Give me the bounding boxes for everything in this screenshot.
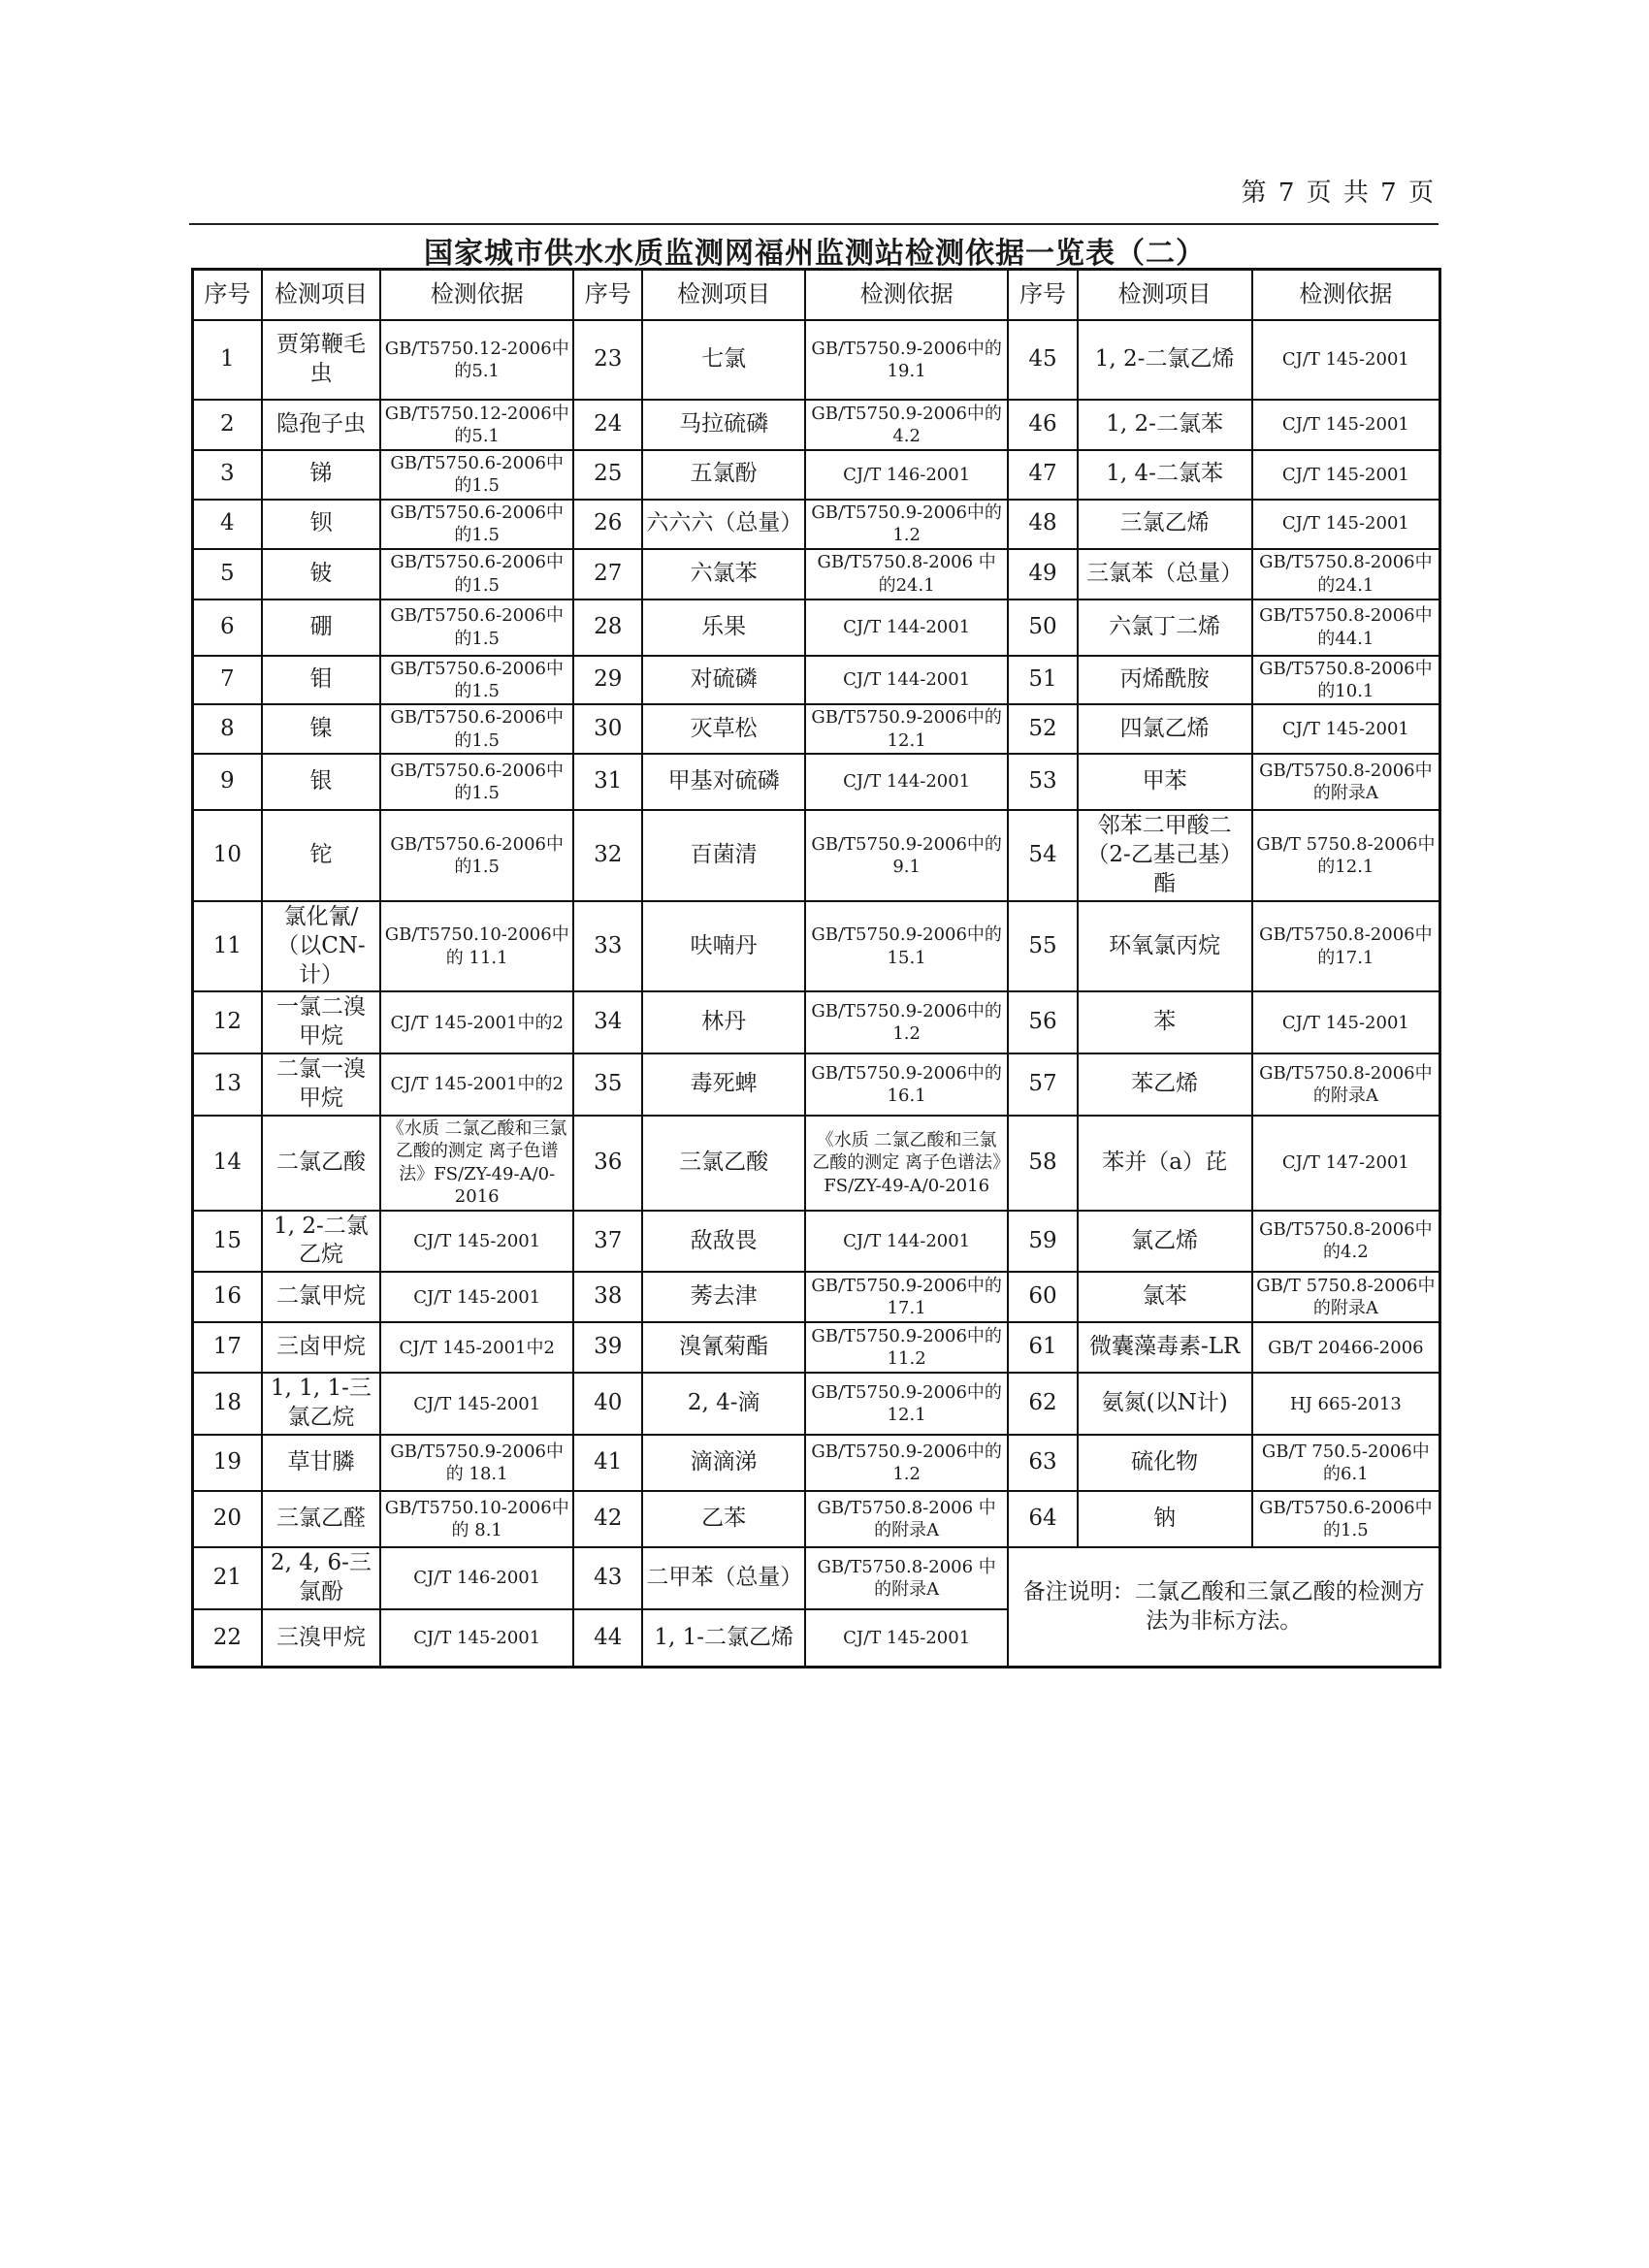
item-no: 7 xyxy=(193,656,262,705)
item-name: 镍 xyxy=(262,704,381,754)
item-basis: CJ/T 145-2001 xyxy=(380,1373,573,1435)
item-name: 二氯一溴甲烷 xyxy=(262,1053,381,1116)
table-row xyxy=(193,549,1440,599)
item-name: 贾第鞭毛虫 xyxy=(262,320,381,400)
item-no: 38 xyxy=(573,1272,642,1322)
item-no: 49 xyxy=(1008,549,1077,599)
item-no: 27 xyxy=(573,549,642,599)
item-name: 丙烯酰胺 xyxy=(1078,656,1252,705)
remarks-note: 备注说明：二氯乙酸和三氯乙酸的检测方法为非标方法。 xyxy=(1008,1547,1439,1668)
item-basis: GB/T 20466-2006 xyxy=(1252,1322,1440,1373)
item-no: 16 xyxy=(193,1272,262,1322)
item-name: 氨氮(以N计) xyxy=(1078,1373,1252,1435)
item-no: 24 xyxy=(573,400,642,450)
item-no: 31 xyxy=(573,754,642,810)
item-no: 32 xyxy=(573,810,642,901)
header-item: 检测项目 xyxy=(1078,270,1252,321)
item-basis: GB/T5750.8-2006中的附录A xyxy=(1252,1053,1440,1116)
header-basis: 检测依据 xyxy=(380,270,573,321)
item-basis: GB/T 5750.8-2006中的附录A xyxy=(1252,1272,1440,1322)
item-basis: GB/T5750.9-2006中的 18.1 xyxy=(380,1435,573,1491)
table-row xyxy=(193,599,1440,656)
item-basis: CJ/T 145-2001 xyxy=(380,1211,573,1273)
item-basis: GB/T5750.6-2006中的1.5 xyxy=(380,810,573,901)
page-number: 第 7 页 共 7 页 xyxy=(1241,178,1436,208)
item-name: 马拉硫磷 xyxy=(642,400,805,450)
item-basis: CJ/T 145-2001 xyxy=(1252,500,1440,549)
item-name: 苯 xyxy=(1078,991,1252,1053)
item-no: 52 xyxy=(1008,704,1077,754)
item-no: 10 xyxy=(193,810,262,901)
item-name: 1, 2-二氯乙烷 xyxy=(262,1211,381,1273)
item-name: 钡 xyxy=(262,500,381,549)
item-name: 三溴甲烷 xyxy=(262,1609,381,1668)
table-row xyxy=(193,991,1440,1053)
item-no: 63 xyxy=(1008,1435,1077,1491)
item-no: 64 xyxy=(1008,1491,1077,1547)
item-basis: GB/T5750.9-2006中的 1.2 xyxy=(805,500,1008,549)
item-no: 15 xyxy=(193,1211,262,1273)
item-name: 溴氰菊酯 xyxy=(642,1322,805,1373)
item-name: 铍 xyxy=(262,549,381,599)
item-name: 灭草松 xyxy=(642,704,805,754)
item-basis: CJ/T 145-2001中的2 xyxy=(380,991,573,1053)
header-item: 检测项目 xyxy=(262,270,381,321)
item-basis: GB/T5750.6-2006中的1.5 xyxy=(380,656,573,705)
item-basis: GB/T5750.9-2006中的 16.1 xyxy=(805,1053,1008,1116)
item-basis: CJ/T 145-2001 xyxy=(1252,450,1440,500)
item-name: 百菌清 xyxy=(642,810,805,901)
item-name: 苯乙烯 xyxy=(1078,1053,1252,1116)
item-basis: CJ/T 146-2001 xyxy=(805,450,1008,500)
item-no: 61 xyxy=(1008,1322,1077,1373)
item-name: 隐孢子虫 xyxy=(262,400,381,450)
item-basis: CJ/T 145-2001 xyxy=(380,1609,573,1668)
item-name: 硫化物 xyxy=(1078,1435,1252,1491)
table-row xyxy=(193,400,1440,450)
table-row xyxy=(193,1116,1440,1211)
item-no: 1 xyxy=(193,320,262,400)
header-basis: 检测依据 xyxy=(805,270,1008,321)
item-basis: GB/T5750.8-2006中的10.1 xyxy=(1252,656,1440,705)
item-basis: 《水质 二氯乙酸和三氯乙酸的测定 离子色谱法》FS/ZY-49-A/0-2016 xyxy=(380,1116,573,1211)
item-basis: CJ/T 144-2001 xyxy=(805,1211,1008,1273)
item-basis: GB/T5750.9-2006中的 11.2 xyxy=(805,1322,1008,1373)
item-no: 21 xyxy=(193,1547,262,1609)
item-name: 三氯苯（总量） xyxy=(1078,549,1252,599)
item-basis: GB/T5750.12-2006中的5.1 xyxy=(380,320,573,400)
table-row xyxy=(193,754,1440,810)
item-basis: GB/T5750.6-2006中的1.5 xyxy=(380,704,573,754)
header-no: 序号 xyxy=(1008,270,1077,321)
item-no: 48 xyxy=(1008,500,1077,549)
item-basis: GB/T5750.9-2006中的 15.1 xyxy=(805,901,1008,992)
item-name: 对硫磷 xyxy=(642,656,805,705)
item-basis: CJ/T 145-2001 xyxy=(1252,991,1440,1053)
item-no: 18 xyxy=(193,1373,262,1435)
table-row xyxy=(193,1053,1440,1116)
item-name: 草甘膦 xyxy=(262,1435,381,1491)
item-name: 苯并（a）芘 xyxy=(1078,1116,1252,1211)
item-name: 邻苯二甲酸二（2-乙基己基）酯 xyxy=(1078,810,1252,901)
item-basis: GB/T5750.6-2006中的1.5 xyxy=(380,754,573,810)
item-basis: CJ/T 145-2001 xyxy=(380,1272,573,1322)
table-row xyxy=(193,1322,1440,1373)
item-no: 55 xyxy=(1008,901,1077,992)
item-name: 一氯二溴甲烷 xyxy=(262,991,381,1053)
item-basis: GB/T5750.9-2006中的 17.1 xyxy=(805,1272,1008,1322)
item-name: 毒死蜱 xyxy=(642,1053,805,1116)
item-no: 33 xyxy=(573,901,642,992)
item-no: 2 xyxy=(193,400,262,450)
item-name: 银 xyxy=(262,754,381,810)
item-name: 三氯乙醛 xyxy=(262,1491,381,1547)
item-no: 47 xyxy=(1008,450,1077,500)
table-row xyxy=(193,1272,1440,1322)
item-basis: CJ/T 145-2001 xyxy=(1252,704,1440,754)
item-no: 3 xyxy=(193,450,262,500)
header-no: 序号 xyxy=(573,270,642,321)
item-name: 林丹 xyxy=(642,991,805,1053)
item-name: 三卤甲烷 xyxy=(262,1322,381,1373)
item-no: 59 xyxy=(1008,1211,1077,1273)
item-no: 17 xyxy=(193,1322,262,1373)
item-name: 氯化氰/（以CN-计） xyxy=(262,901,381,992)
item-basis: GB/T5750.9-2006中的 12.1 xyxy=(805,704,1008,754)
item-no: 25 xyxy=(573,450,642,500)
item-basis: GB/T5750.9-2006中的 12.1 xyxy=(805,1373,1008,1435)
item-no: 30 xyxy=(573,704,642,754)
item-basis: GB/T5750.8-2006中的附录A xyxy=(1252,754,1440,810)
item-name: 二氯甲烷 xyxy=(262,1272,381,1322)
table-row xyxy=(193,1373,1440,1435)
header-rule xyxy=(189,223,1439,225)
item-name: 三氯乙烯 xyxy=(1078,500,1252,549)
item-no: 44 xyxy=(573,1609,642,1668)
item-no: 22 xyxy=(193,1609,262,1668)
item-basis: GB/T5750.8-2006中的44.1 xyxy=(1252,599,1440,656)
item-no: 6 xyxy=(193,599,262,656)
item-basis: GB/T5750.6-2006中的1.5 xyxy=(380,599,573,656)
table-row xyxy=(193,810,1440,901)
item-basis: GB/T5750.6-2006中的1.5 xyxy=(1252,1491,1440,1547)
table-row xyxy=(193,704,1440,754)
item-name: 2, 4-滴 xyxy=(642,1373,805,1435)
item-name: 2, 4, 6-三氯酚 xyxy=(262,1547,381,1609)
item-no: 9 xyxy=(193,754,262,810)
item-basis: CJ/T 145-2001 xyxy=(1252,320,1440,400)
item-basis: CJ/T 144-2001 xyxy=(805,656,1008,705)
item-no: 40 xyxy=(573,1373,642,1435)
item-name: 乙苯 xyxy=(642,1491,805,1547)
item-name: 氯苯 xyxy=(1078,1272,1252,1322)
table-body xyxy=(193,320,1440,1668)
item-no: 42 xyxy=(573,1491,642,1547)
item-basis: GB/T5750.9-2006中的 19.1 xyxy=(805,320,1008,400)
item-name: 三氯乙酸 xyxy=(642,1116,805,1211)
item-name: 1, 1, 1-三氯乙烷 xyxy=(262,1373,381,1435)
table-row xyxy=(193,1491,1440,1547)
item-name: 甲基对硫磷 xyxy=(642,754,805,810)
item-no: 60 xyxy=(1008,1272,1077,1322)
item-basis: CJ/T 144-2001 xyxy=(805,754,1008,810)
item-no: 62 xyxy=(1008,1373,1077,1435)
document-title: 国家城市供水水质监测网福州监测站检测依据一览表（二） xyxy=(424,237,1206,271)
item-name: 二氯乙酸 xyxy=(262,1116,381,1211)
item-basis: GB/T5750.9-2006中的 4.2 xyxy=(805,400,1008,450)
item-name: 六氯苯 xyxy=(642,549,805,599)
item-no: 8 xyxy=(193,704,262,754)
item-no: 11 xyxy=(193,901,262,992)
item-name: 乐果 xyxy=(642,599,805,656)
item-name: 铊 xyxy=(262,810,381,901)
item-name: 钼 xyxy=(262,656,381,705)
item-name: 环氧氯丙烷 xyxy=(1078,901,1252,992)
item-basis: CJ/T 145-2001 xyxy=(1252,400,1440,450)
item-basis: GB/T5750.9-2006中的 1.2 xyxy=(805,1435,1008,1491)
item-basis: GB/T 750.5-2006中的6.1 xyxy=(1252,1435,1440,1491)
item-basis: CJ/T 144-2001 xyxy=(805,599,1008,656)
header-basis: 检测依据 xyxy=(1252,270,1440,321)
item-no: 13 xyxy=(193,1053,262,1116)
item-name: 锑 xyxy=(262,450,381,500)
item-basis: CJ/T 147-2001 xyxy=(1252,1116,1440,1211)
item-no: 43 xyxy=(573,1547,642,1609)
item-basis: CJ/T 146-2001 xyxy=(380,1547,573,1609)
table-row xyxy=(193,1211,1440,1273)
item-basis: GB/T5750.8-2006 中的附录A xyxy=(805,1547,1008,1609)
item-basis: CJ/T 145-2001中的2 xyxy=(380,1053,573,1116)
item-no: 57 xyxy=(1008,1053,1077,1116)
item-no: 28 xyxy=(573,599,642,656)
header-item: 检测项目 xyxy=(642,270,805,321)
table-row xyxy=(193,901,1440,992)
table-row xyxy=(193,656,1440,705)
item-no: 20 xyxy=(193,1491,262,1547)
item-no: 39 xyxy=(573,1322,642,1373)
item-no: 50 xyxy=(1008,599,1077,656)
table-row xyxy=(193,1547,1440,1609)
item-basis: GB/T5750.8-2006 中的24.1 xyxy=(805,549,1008,599)
item-basis: CJ/T 145-2001 xyxy=(805,1609,1008,1668)
table-row xyxy=(193,500,1440,549)
table-row xyxy=(193,1435,1440,1491)
item-basis: GB/T5750.10-2006中的 11.1 xyxy=(380,901,573,992)
item-no: 51 xyxy=(1008,656,1077,705)
item-no: 4 xyxy=(193,500,262,549)
item-no: 41 xyxy=(573,1435,642,1491)
item-basis: GB/T5750.8-2006中的4.2 xyxy=(1252,1211,1440,1273)
item-name: 六氯丁二烯 xyxy=(1078,599,1252,656)
item-basis: GB/T5750.10-2006中的 8.1 xyxy=(380,1491,573,1547)
item-name: 敌敌畏 xyxy=(642,1211,805,1273)
item-name: 1, 4-二氯苯 xyxy=(1078,450,1252,500)
item-no: 37 xyxy=(573,1211,642,1273)
item-name: 莠去津 xyxy=(642,1272,805,1322)
item-no: 54 xyxy=(1008,810,1077,901)
header-no: 序号 xyxy=(193,270,262,321)
item-no: 45 xyxy=(1008,320,1077,400)
item-no: 35 xyxy=(573,1053,642,1116)
item-basis: GB/T5750.8-2006中的24.1 xyxy=(1252,549,1440,599)
item-name: 氯乙烯 xyxy=(1078,1211,1252,1273)
item-name: 七氯 xyxy=(642,320,805,400)
item-no: 26 xyxy=(573,500,642,549)
item-name: 二甲苯（总量） xyxy=(642,1547,805,1609)
testing-basis-table xyxy=(191,268,1441,1669)
table-row xyxy=(193,450,1440,500)
item-no: 58 xyxy=(1008,1116,1077,1211)
item-no: 29 xyxy=(573,656,642,705)
item-name: 1, 2-二氯乙烯 xyxy=(1078,320,1252,400)
item-name: 五氯酚 xyxy=(642,450,805,500)
item-no: 12 xyxy=(193,991,262,1053)
item-basis: GB/T5750.6-2006中的1.5 xyxy=(380,450,573,500)
item-basis: GB/T 5750.8-2006中的12.1 xyxy=(1252,810,1440,901)
item-name: 1, 2-二氯苯 xyxy=(1078,400,1252,450)
item-basis: HJ 665-2013 xyxy=(1252,1373,1440,1435)
item-no: 34 xyxy=(573,991,642,1053)
item-basis: GB/T5750.9-2006中的 1.2 xyxy=(805,991,1008,1053)
item-basis: GB/T5750.8-2006中的17.1 xyxy=(1252,901,1440,992)
item-name: 硼 xyxy=(262,599,381,656)
item-no: 46 xyxy=(1008,400,1077,450)
item-name: 四氯乙烯 xyxy=(1078,704,1252,754)
item-no: 36 xyxy=(573,1116,642,1211)
item-basis: GB/T5750.6-2006中的1.5 xyxy=(380,500,573,549)
header-row xyxy=(193,270,1440,321)
table-row xyxy=(193,320,1440,400)
item-name: 呋喃丹 xyxy=(642,901,805,992)
item-name: 甲苯 xyxy=(1078,754,1252,810)
item-name: 六六六（总量） xyxy=(642,500,805,549)
item-basis: 《水质 二氯乙酸和三氯乙酸的测定 离子色谱法》FS/ZY-49-A/0-2016 xyxy=(805,1116,1008,1211)
item-name: 钠 xyxy=(1078,1491,1252,1547)
item-no: 53 xyxy=(1008,754,1077,810)
item-name: 滴滴涕 xyxy=(642,1435,805,1491)
item-no: 14 xyxy=(193,1116,262,1211)
item-no: 19 xyxy=(193,1435,262,1491)
item-basis: CJ/T 145-2001中2 xyxy=(380,1322,573,1373)
item-no: 23 xyxy=(573,320,642,400)
item-name: 1, 1-二氯乙烯 xyxy=(642,1609,805,1668)
item-basis: GB/T5750.8-2006 中的附录A xyxy=(805,1491,1008,1547)
item-basis: GB/T5750.9-2006中的 9.1 xyxy=(805,810,1008,901)
item-name: 微囊藻毒素-LR xyxy=(1078,1322,1252,1373)
item-no: 5 xyxy=(193,549,262,599)
item-no: 56 xyxy=(1008,991,1077,1053)
item-basis: GB/T5750.6-2006中的1.5 xyxy=(380,549,573,599)
item-basis: GB/T5750.12-2006中的5.1 xyxy=(380,400,573,450)
